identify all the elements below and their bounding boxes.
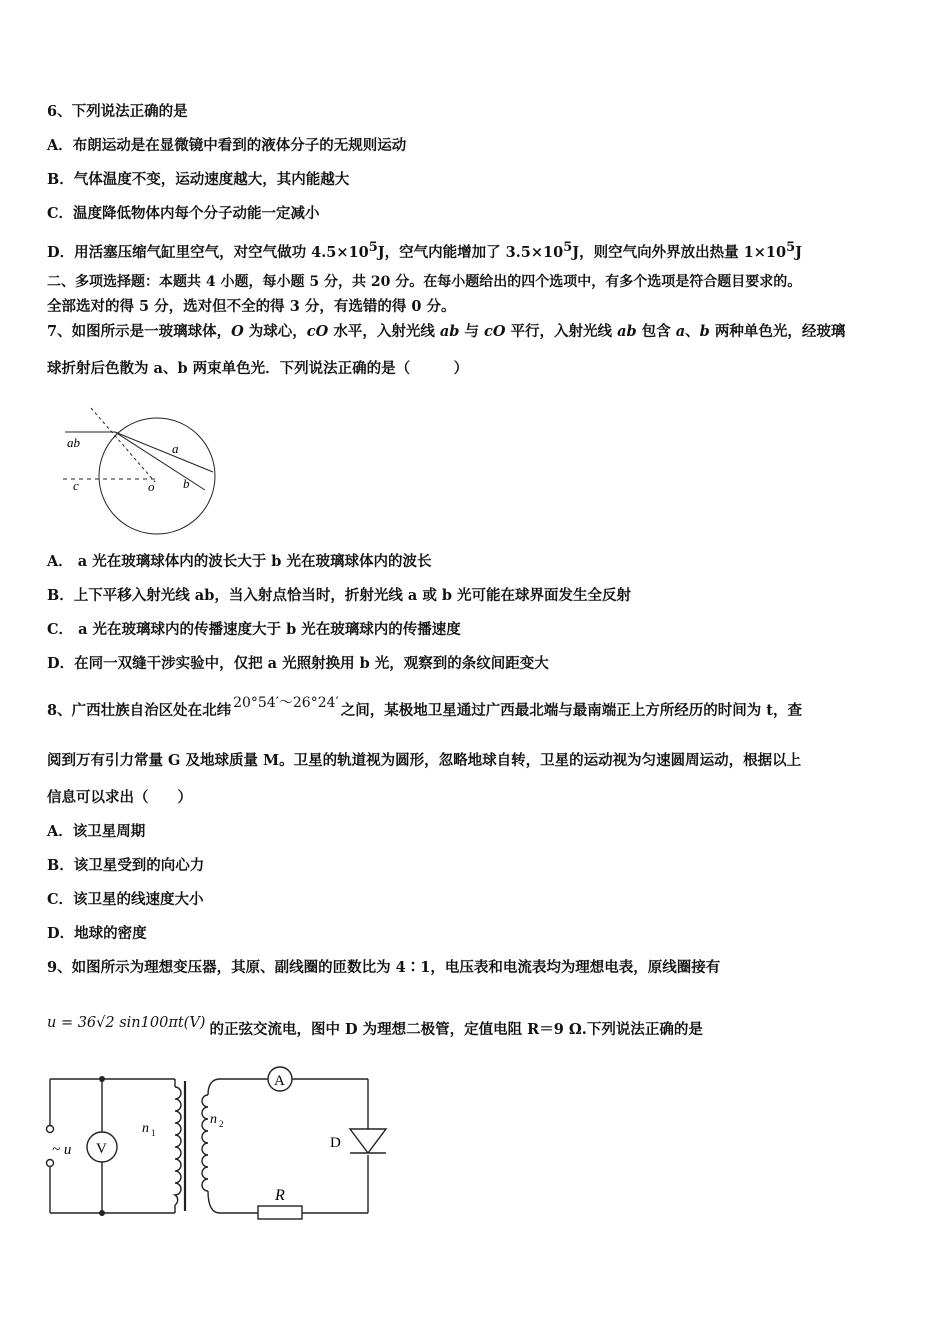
- q7-s1: 7、如图所示是一玻璃球体，: [47, 323, 232, 340]
- section2-line1: 二、多项选择题：本题共 4 小题，每小题 5 分，共 20 分。在每小题给出的四个选项中，有多个选项是符合题目要求的。: [47, 274, 802, 290]
- q6-option-c: C．温度降低物体内每个分子动能一定减小: [47, 205, 320, 222]
- q8-s1b: 之间，某极地卫星通过广西最北端与最南端正上方所经历的时间为 t，查: [340, 702, 802, 719]
- q7-s1-O: O: [231, 323, 244, 340]
- junction-dot-bottom: [99, 1210, 105, 1216]
- q8-option-d: D．地球的密度: [47, 925, 147, 942]
- q6-option-d: [47, 239, 802, 262]
- junction-dot-top: [99, 1076, 105, 1082]
- q9-s2: 的正弦交流电，图中 D 为理想二极管，定值电阻 R＝9 Ω.下列说法正确的是: [209, 1021, 703, 1038]
- q9-stem-line2: [47, 1015, 703, 1039]
- q6-d-exp2: 5: [563, 240, 573, 255]
- q9-stem-line1: 9、如图所示为理想变压器，其原、副线圈的匝数比为 4∶1，电压表和电流表均为理想电表，原线圈接有: [47, 959, 721, 976]
- q7-s1-b: b: [699, 323, 710, 340]
- q8-s1a: 8、广西壮族自治区处在北纬: [47, 702, 232, 719]
- q7-option-b: B．上下平移入射光线 ab，当入射点恰当时，折射光线 a 或 b 光可能在球界面发生全反射: [47, 587, 632, 604]
- sphere-circle: [99, 418, 215, 534]
- q7-s1-ab: ab: [439, 323, 460, 340]
- q8-option-b: B．该卫星受到的向心力: [47, 857, 205, 874]
- ray-a: [115, 432, 213, 472]
- q6-d-exp1: 5: [368, 240, 378, 255]
- q7-s1-cO: cO: [306, 323, 329, 340]
- q7-s1-ab2: ab: [617, 323, 637, 340]
- ray-b: [115, 432, 205, 490]
- q6-option-b: B．气体温度不变，运动速度越大，其内能越大: [47, 171, 350, 188]
- label-ab: ab: [67, 435, 80, 450]
- q6-option-a: A．布朗运动是在显微镜中看到的液体分子的无规则运动: [47, 137, 407, 154]
- label-n1-sub: 1: [151, 1128, 156, 1138]
- label-u: ~ u: [52, 1142, 72, 1158]
- q7-s1g: 、: [685, 323, 700, 340]
- label-n2-sub: 2: [219, 1119, 224, 1129]
- label-diode: D: [330, 1135, 341, 1151]
- q7-stem-line2: 球折射后色散为 a、b 两束单色光．下列说法正确的是（ ）: [47, 360, 469, 377]
- q6-stem: 6、下列说法正确的是: [47, 103, 188, 120]
- q7-s1-a: a: [675, 323, 686, 340]
- q8-latitude: 20°54′～26°24′: [233, 695, 339, 711]
- label-a: a: [172, 441, 179, 456]
- q6-d-part2: J，空气内能增加了 3.5×10: [377, 243, 564, 261]
- q8-stem-line1: [47, 695, 802, 720]
- q9-formula: u = 36√2 sin100πt(V): [47, 1015, 206, 1031]
- q8-option-c: C．该卫星的线速度大小: [47, 891, 204, 908]
- q7-s1d: 与: [459, 323, 485, 340]
- label-b: b: [183, 476, 190, 491]
- label-n2: n: [210, 1112, 217, 1127]
- q7-option-a: A． a 光在玻璃球体内的波长大于 b 光在玻璃球体内的波长: [47, 553, 432, 570]
- q7-s1-cO2: cO: [484, 323, 506, 340]
- section2-line2: 全部选对的得 5 分，选对但不全的得 3 分，有选错的得 0 分。: [47, 298, 456, 315]
- glass-sphere-figure: [55, 400, 230, 540]
- label-voltmeter: V: [96, 1141, 107, 1157]
- q8-option-a: A．该卫星周期: [47, 823, 146, 840]
- q6-d-part1: D．用活塞压缩气缸里空气，对空气做功 4.5×10: [47, 243, 369, 261]
- q7-s1b: 为球心，: [243, 323, 307, 340]
- label-resistor: R: [275, 1187, 285, 1204]
- q6-d-exp3: 5: [786, 240, 796, 255]
- q8-stem-line3: 信息可以求出（ ）: [47, 789, 192, 806]
- q7-s1f: 包含: [636, 323, 676, 340]
- q7-option-c: C． a 光在玻璃球内的传播速度大于 b 光在玻璃球内的传播速度: [47, 621, 461, 638]
- transformer-circuit-figure: [40, 1065, 400, 1225]
- q7-option-d: D．在同一双缝干涉实验中，仅把 a 光照射换用 b 光，观察到的条纹间距变大: [47, 655, 549, 672]
- q6-d-part4: J: [795, 243, 802, 261]
- q7-stem-line1: [47, 323, 845, 341]
- q8-stem-line2: 阅到万有引力常量 G 及地球质量 M。卫星的轨道视为圆形，忽略地球自转，卫星的运动视为匀速圆周运动，根据以上: [47, 752, 802, 769]
- label-o: o: [148, 479, 155, 494]
- q7-s1e: 平行，入射光线: [505, 323, 618, 340]
- q7-s1c: 水平，入射光线: [328, 323, 440, 340]
- q6-d-part3: J，则空气向外界放出热量 1×10: [572, 243, 787, 261]
- label-n1: n: [142, 1121, 149, 1136]
- label-ammeter: A: [274, 1073, 285, 1089]
- q7-s1h: 两种单色光，经玻璃: [709, 323, 846, 340]
- label-c: c: [73, 478, 79, 493]
